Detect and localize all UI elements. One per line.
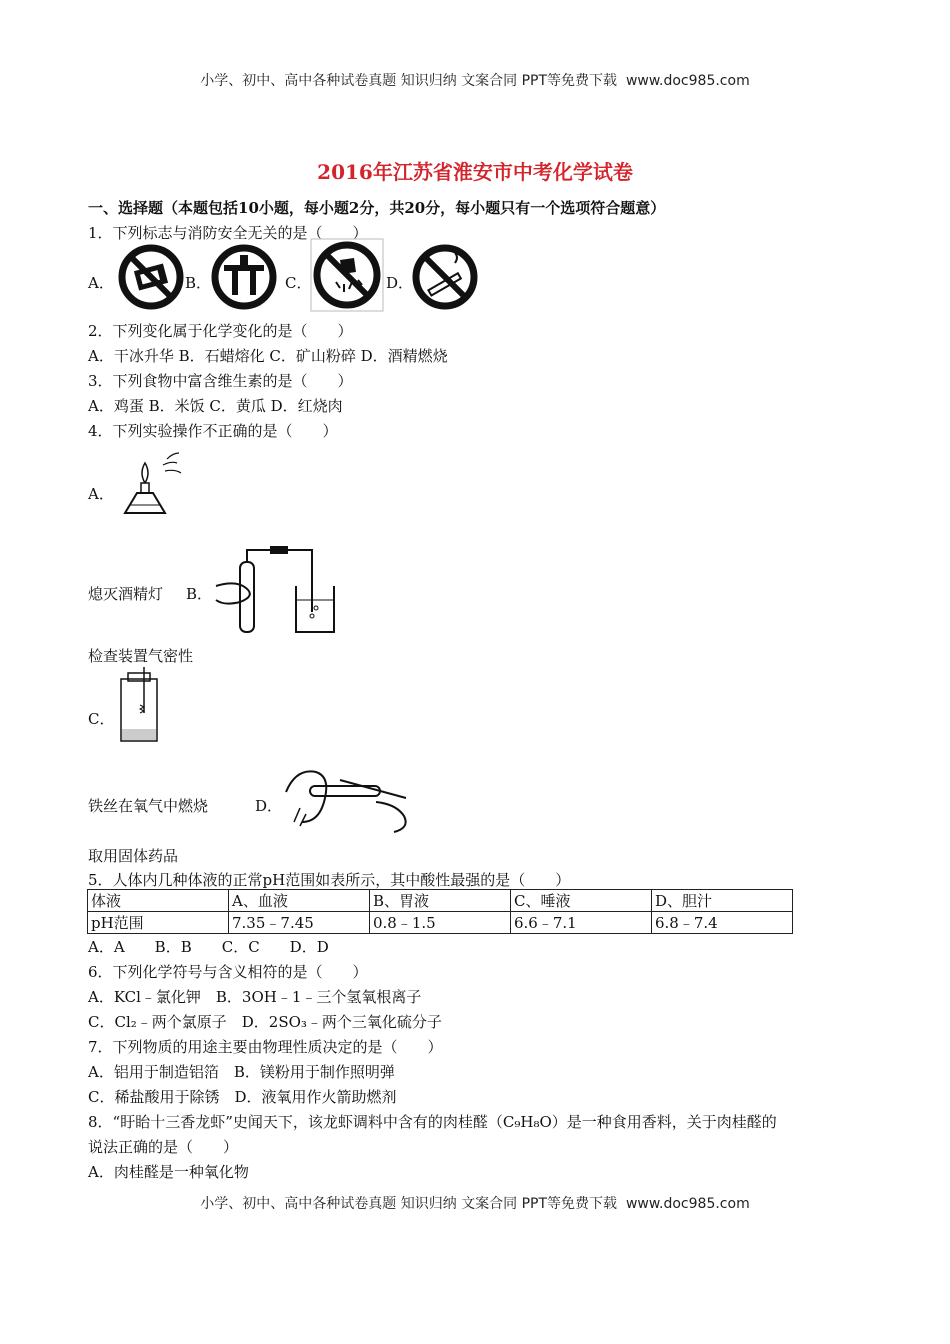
q1-label-a: A．	[88, 274, 114, 292]
q6-options-2: C．Cl₂﹣两个氯原子 D．2SO₃﹣两个三氧化硫分子	[88, 1013, 442, 1031]
q3-options: A．鸡蛋 B．米饭 C．黄瓜 D．红烧肉	[88, 397, 343, 415]
q8-option-a: A．肉桂醛是一种氧化物	[88, 1163, 249, 1181]
table-cell: 体液	[88, 890, 229, 912]
table-cell: pH范围	[88, 912, 229, 934]
q5-options: A．A B．B C．C D．D	[88, 938, 329, 956]
q1-label-c: C．	[285, 274, 312, 292]
table-row	[88, 890, 793, 912]
q7-options-1: A．铝用于制造铝箔 B．镁粉用于制作照明弹	[88, 1063, 395, 1081]
table-cell: D、胆汁	[652, 890, 793, 912]
q4-caption-a: 熄灭酒精灯	[88, 585, 164, 603]
q5-stem: 5．人体内几种体液的正常pH范围如表所示，其中酸性最强的是（ ）	[88, 871, 571, 889]
q4-caption-c: 铁丝在氧气中燃烧	[88, 797, 209, 815]
table-row	[88, 912, 793, 934]
q4-caption-d: 取用固体药品	[88, 847, 179, 865]
water-saving-icon	[210, 243, 278, 311]
q1-label-b: B．	[185, 274, 212, 292]
page-footer: 小学、初中、高中各种试卷真题 知识归纳 文案合同 PPT等免费下载 www.doc985.com	[200, 1196, 750, 1212]
alcohol-lamp-blowing-figure	[115, 445, 190, 520]
q4-caption-b: 检查装置气密性	[88, 647, 194, 665]
table-cell: C、唾液	[511, 890, 652, 912]
q4-label-a: A．	[88, 485, 114, 503]
no-smoking-icon	[411, 243, 479, 311]
q1-label-d: D．	[386, 274, 414, 292]
section-heading: 一、选择题（本题包括10小题，每小题2分，共20分，每小题只有一个选项符合题意）	[88, 199, 666, 217]
q6-stem: 6．下列化学符号与含义相符的是（ ）	[88, 963, 368, 981]
table-cell: 6.6﹣7.1	[511, 912, 652, 934]
table-cell: A、血液	[229, 890, 370, 912]
no-burning-icon	[117, 243, 185, 311]
solid-reagent-figure	[280, 762, 420, 834]
q4-label-c: C．	[88, 710, 115, 728]
q7-options-2: C．稀盐酸用于除锈 D．液氧用作火箭助燃剂	[88, 1088, 397, 1106]
table-cell: B、胃液	[370, 890, 511, 912]
q2-stem: 2．下列变化属于化学变化的是（ ）	[88, 322, 353, 340]
q4-label-d: D．	[255, 797, 283, 815]
q7-stem: 7．下列物质的用途主要由物理性质决定的是（ ）	[88, 1038, 443, 1056]
airtightness-check-figure	[212, 540, 342, 636]
no-fireworks-icon	[310, 238, 384, 312]
table-cell: 0.8﹣1.5	[370, 912, 511, 934]
table-cell: 6.8﹣7.4	[652, 912, 793, 934]
q4-stem: 4．下列实验操作不正确的是（ ）	[88, 422, 338, 440]
ph-table	[87, 889, 793, 934]
q8-stem-2: 说法正确的是（ ）	[88, 1138, 239, 1156]
q3-stem: 3．下列食物中富含维生素的是（ ）	[88, 372, 353, 390]
q8-stem-1: 8．“盱眙十三香龙虾”史闻天下，该龙虾调料中含有的肉桂醛（C₉H₈O）是一种食用香料，关于肉桂醛的	[88, 1113, 777, 1131]
page-header: 小学、初中、高中各种试卷真题 知识归纳 文案合同 PPT等免费下载 www.doc985.com	[200, 73, 750, 89]
q4-label-b: B．	[186, 585, 213, 603]
page-title: 2016年江苏省淮安市中考化学试卷	[317, 160, 633, 184]
q2-options: A．干冰升华 B．石蜡熔化 C．矿山粉碎 D．酒精燃烧	[88, 347, 448, 365]
q1-stem: 1．下列标志与消防安全无关的是（ ）	[88, 224, 368, 242]
q6-options-1: A．KCl﹣氯化钾 B．3OH﹣1﹣三个氢氧根离子	[88, 988, 422, 1006]
table-cell: 7.35﹣7.45	[229, 912, 370, 934]
iron-wire-burning-figure	[118, 665, 162, 745]
